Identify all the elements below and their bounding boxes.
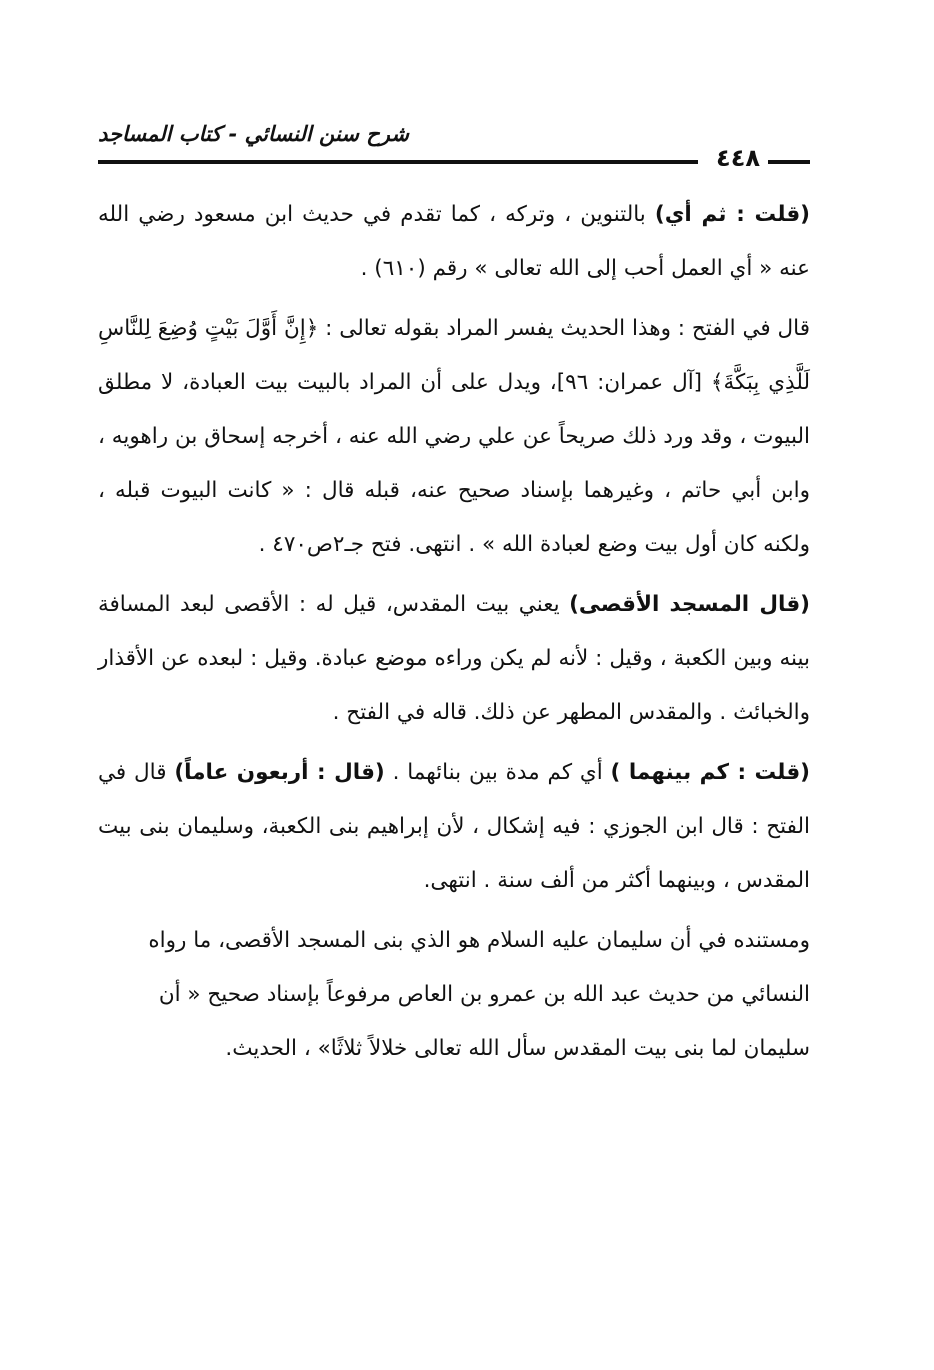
paragraph-3-text: يعني بيت المقدس، قيل له : الأقصى لبعد المسافة بينه وبين الكعبة ، وقيل : لأنه لم يكن وراءه موضع عبادة. وقيل : لبعده عن الأقذار والخبائث . والمقدس المطهر عن ذلك. قاله في الفتح .	[98, 592, 810, 725]
paragraph-1-lead: (قلت : ثم أي)	[654, 202, 811, 227]
paragraph-4-text: أي كم مدة بين بنائهما .	[384, 760, 611, 785]
paragraph-4	[98, 746, 810, 908]
paragraph-1	[98, 188, 810, 296]
paragraph-4-lead-2: (قال : أربعون عاماً)	[174, 760, 385, 785]
header-rule	[98, 160, 698, 164]
paragraph-5-text: ومستنده في أن سليمان عليه السلام هو الذي بنى المسجد الأقصى، ما رواه النسائي من حديث عبد الله بن عمرو بن العاص مرفوعاً بإسناد صحيح « أن سليمان لما بنى بيت المقدس سأل الله تعالى خلالاً ثلاثًا» ، الحديث.	[148, 928, 810, 1061]
page-number-dash	[768, 160, 810, 164]
page-body	[98, 188, 810, 1076]
running-title: شرح سنن النسائي - كتاب المساجد	[98, 122, 409, 146]
paragraph-5	[98, 914, 810, 1076]
paragraph-2-text: قال في الفتح : وهذا الحديث يفسر المراد بقوله تعالى : ﴿إِنَّ أَوَّلَ بَيْتٍ وُضِعَ لِلنَّاسِ لَلَّذِي بِبَكَّةَ﴾ [آل عمران: ٩٦]، ويدل على أن المراد بالبيت بيت العبادة، لا مطلق البيوت ، وقد ورد ذلك صريحاً عن علي رضي الله عنه ، أخرجه إسحاق بن راهويه ، وابن أبي حاتم ، وغيرهما بإسناد صحيح عنه، قبله قال : « كانت البيوت قبله ، ولكنه كان أول بيت وضع لعبادة الله » . انتهى. فتح جـ٢ص٤٧٠ .	[98, 316, 810, 557]
paragraph-4-text-2: قال في الفتح : قال ابن الجوزي : فيه إشكال ، لأن إبراهيم بنى الكعبة، وسليمان بنى بيت المقدس ، وبينهما أكثر من ألف سنة . انتهى.	[98, 760, 810, 893]
page-header	[98, 118, 810, 178]
paragraph-3	[98, 578, 810, 740]
paragraph-3-lead: (قال المسجد الأقصى)	[569, 592, 810, 617]
paragraph-4-lead: (قلت : كم بينهما )	[610, 760, 810, 785]
paragraph-1-text: بالتنوين ، وتركه ، كما تقدم في حديث ابن مسعود رضي الله عنه « أي العمل أحب إلى الله تعالى » رقم (٦١٠) .	[98, 202, 810, 281]
paragraph-2	[98, 302, 810, 572]
page-number: ٤٤٨	[716, 144, 760, 172]
